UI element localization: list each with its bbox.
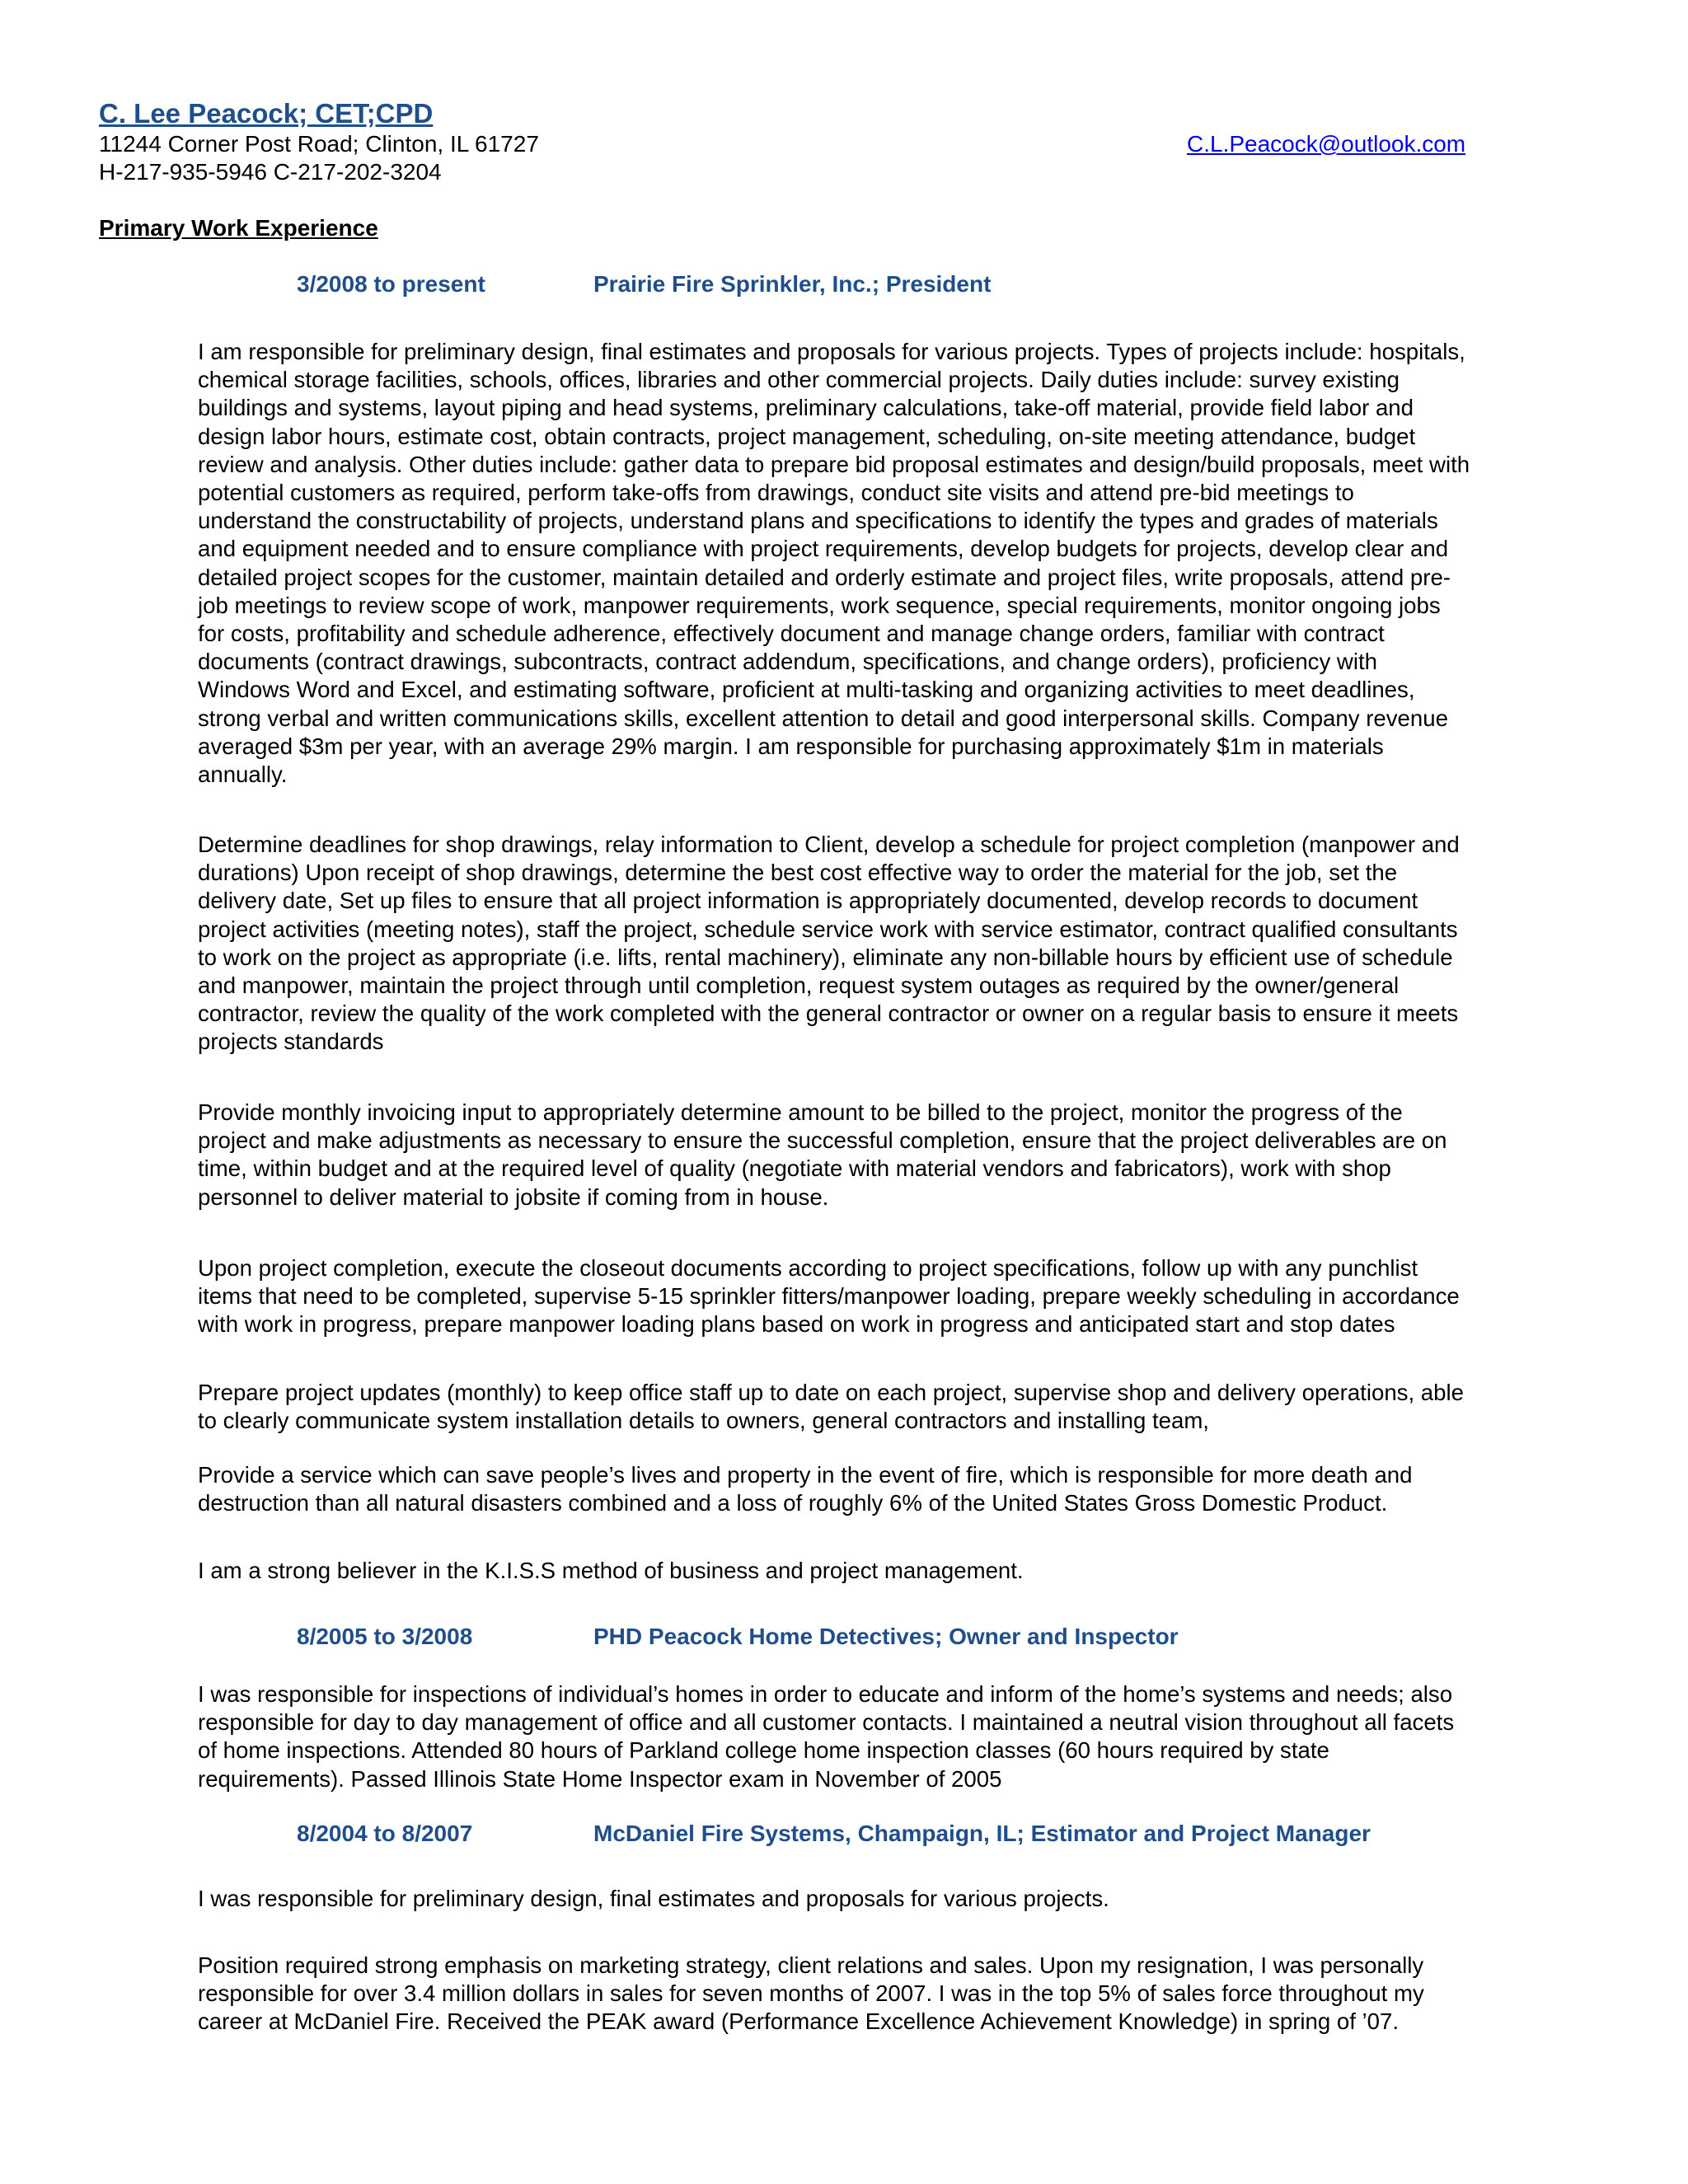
paragraph-line: job meetings to review scope of work, manpower requirements, work sequence, special requirements, monitor ongoing jobs — [198, 592, 1441, 618]
paragraph-line: annually. — [198, 762, 288, 788]
paragraph-line: design labor hours, estimate cost, obtain contracts, project management, scheduling, on-site meeting attendance, budget — [198, 423, 1416, 449]
paragraph-line: Upon project completion, execute the closeout documents according to project specifications, follow up with any punchlist — [198, 1255, 1418, 1281]
paragraph-line: Determine deadlines for shop drawings, relay information to Client, develop a schedule for project completion (manpower and — [198, 832, 1460, 857]
paragraph-line: time, within budget and at the required level of quality (negotiate with material vendors and fabricators), work with shop — [198, 1155, 1391, 1182]
paragraph-line: career at McDaniel Fire. Received the PEAK award (Performance Excellence Achievement Knowledge) in spring of ’07. — [198, 2008, 1400, 2035]
paragraph-line: requirements). Passed Illinois State Home Inspector exam in November of 2005 — [198, 1765, 1002, 1792]
paragraph — [198, 831, 1582, 1057]
job-title: Prairie Fire Sprinkler, Inc.; President — [593, 271, 992, 297]
paragraph-line: I was responsible for inspections of individual’s homes in order to educate and inform of the home’s systems and needs; also — [198, 1681, 1453, 1707]
paragraph-line: items that need to be completed, supervise 5-15 sprinkler fitters/manpower loading, prepare weekly scheduling in accordance — [198, 1283, 1460, 1310]
paragraph — [198, 1379, 1582, 1435]
paragraph — [198, 1557, 1582, 1585]
paragraph — [198, 1680, 1582, 1793]
paragraph — [198, 1952, 1582, 2036]
paragraph-line: strong verbal and written communications skills, excellent attention to detail and good interpersonal skills. Company revenue — [198, 705, 1448, 731]
paragraph-line: Provide monthly invoicing input to appropriately determine amount to be billed to the project, monitor the progress of the — [198, 1099, 1403, 1125]
paragraph-line: contractor, review the quality of the work completed with the general contractor or owner on a regular basis to ensure it meets — [198, 1001, 1459, 1027]
paragraph-line: projects standards — [198, 1029, 384, 1055]
address: 11244 Corner Post Road; Clinton, IL 61727 — [99, 131, 539, 157]
paragraph-line: project and make adjustments as necessary to ensure the successful completion, ensure that the project deliverables are on — [198, 1127, 1447, 1154]
paragraph-line: and manpower, maintain the project through until completion, request system outages as required by the owner/general — [198, 972, 1400, 999]
paragraph-line: averaged $3m per year, with an average 29% margin. I am responsible for purchasing approximately $1m in materials — [198, 733, 1384, 759]
paragraph-line: responsible for over 3.4 million dollars in sales for seven months of 2007. I was in the top 5% of sales force throughout my — [198, 1980, 1424, 2007]
phone-numbers: H-217-935-5946 C-217-202-3204 — [99, 159, 442, 185]
paragraph-line: Windows Word and Excel, and estimating software, proficient at multi-tasking and organizing activities to meet deadlines, — [198, 677, 1415, 703]
paragraph-line: Prepare project updates (monthly) to keep office staff up to date on each project, supervise shop and delivery operations, able — [198, 1380, 1464, 1405]
paragraph-line: destruction than all natural disasters combined and a loss of roughly 6% of the United States Gross Domestic Product. — [198, 1490, 1388, 1516]
paragraph-line: potential customers as required, perform take-offs from drawings, conduct site visits and attend pre-bid meetings to — [198, 480, 1354, 506]
paragraph-line: documents (contract drawings, subcontracts, contract addendum, specifications, and change orders), proficiency with — [198, 649, 1377, 675]
paragraph-line: with work in progress, prepare manpower loading plans based on work in progress and anticipated start and stop dates — [198, 1311, 1395, 1338]
paragraph-line: detailed project scopes for the customer, maintain detailed and orderly estimate and project files, write proposals, attend pre- — [198, 564, 1451, 590]
candidate-name: C. Lee Peacock; CET;CPD — [99, 98, 434, 129]
job-dates: 8/2005 to 3/2008 — [297, 1624, 473, 1649]
paragraph-line: to work on the project as appropriate (i.e. lifts, rental machinery), eliminate any non-billable hours by efficient use of schedule — [198, 944, 1453, 970]
paragraph-line: review and analysis. Other duties include: gather data to prepare bid proposal estimates and design/build proposals, meet with — [198, 451, 1470, 477]
email-link[interactable]: C.L.Peacock@outlook.com — [1187, 131, 1466, 157]
paragraph-line: and equipment needed and to ensure compliance with project requirements, develop budgets for projects, develop clear and — [198, 536, 1449, 562]
paragraph-line: personnel to deliver material to jobsite if coming from in house. — [198, 1183, 829, 1210]
paragraph-line: I am responsible for preliminary design, final estimates and proposals for various projects. Types of projects include: hospitals, — [198, 339, 1465, 364]
paragraph-line: Position required strong emphasis on marketing strategy, client relations and sales. Upon my resignation, I was personally — [198, 1952, 1424, 1978]
job-dates: 3/2008 to present — [297, 271, 485, 297]
job-title: PHD Peacock Home Detectives; Owner and Inspector — [593, 1624, 1179, 1649]
paragraph-line: I was responsible for preliminary design, final estimates and proposals for various projects. — [198, 1886, 1109, 1911]
paragraph-line: durations) Upon receipt of shop drawings, determine the best cost effective way to order the material for the job, set the — [198, 860, 1398, 886]
job-title: McDaniel Fire Systems, Champaign, IL; Estimator and Project Manager — [593, 1821, 1371, 1846]
paragraph-line: understand the constructability of projects, understand plans and specifications to identify the types and grades of materials — [198, 508, 1438, 534]
paragraph — [198, 1885, 1582, 1913]
paragraph-line: project activities (meeting notes), staff the project, schedule service work with service estimator, contract qualified consultants — [198, 916, 1458, 942]
paragraph — [198, 1461, 1582, 1517]
paragraph — [198, 1099, 1582, 1212]
paragraph-line: to clearly communicate system installation details to owners, general contractors and installing team, — [198, 1408, 1209, 1434]
paragraph-line: chemical storage facilities, schools, offices, libraries and other commercial projects. Daily duties include: survey existing — [198, 367, 1400, 393]
job-dates: 8/2004 to 8/2007 — [297, 1821, 473, 1846]
paragraph — [198, 1254, 1582, 1339]
paragraph-line: buildings and systems, layout piping and head systems, preliminary calculations, take-off material, provide field labor and — [198, 395, 1414, 421]
paragraph-line: of home inspections. Attended 80 hours of Parkland college home inspection classes (60 hours required by state — [198, 1737, 1329, 1764]
paragraph-line: Provide a service which can save people’s lives and property in the event of fire, which is responsible for more death and — [198, 1462, 1413, 1488]
paragraph — [198, 338, 1582, 789]
paragraph-line: for costs, profitability and schedule adherence, effectively document and manage change orders, familiar with contract — [198, 621, 1385, 647]
section-title: Primary Work Experience — [99, 215, 378, 241]
paragraph-line: responsible for day to day management of office and all customer contacts. I maintained a neutral vision throughout all facets — [198, 1709, 1455, 1736]
paragraph-line: delivery date, Set up files to ensure that all project information is appropriately documented, develop records to document — [198, 888, 1418, 914]
paragraph-line: I am a strong believer in the K.I.S.S method of business and project management. — [198, 1558, 1024, 1583]
